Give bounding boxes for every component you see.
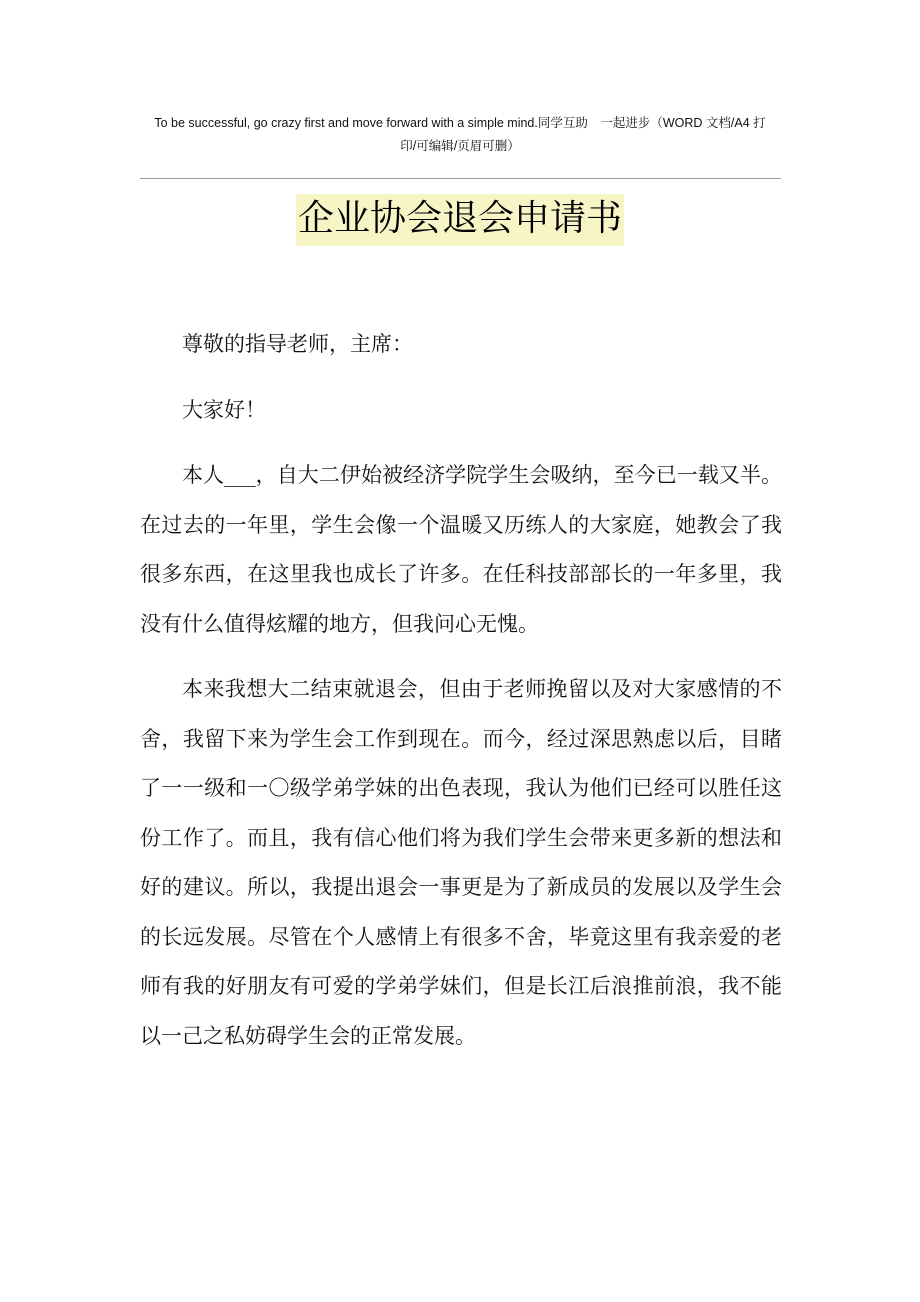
header-divider (140, 178, 781, 179)
header-line-1: To be successful, go crazy first and move forward with a simple mind.同学互助 一起进步（WORD 文档/A4 打 (154, 116, 766, 130)
salutation: 尊敬的指导老师，主席： (182, 332, 413, 356)
title-container (0, 194, 920, 246)
header-line-2: 印/可编辑/页眉可删） (400, 139, 520, 153)
paragraph-resignation-reason: 本来我想大二结束就退会，但由于老师挽留以及对大家感情的不舍，我留下来为学生会工作到现在。而今，经过深思熟虑以后，目睹了一一级和一〇级学弟学妹的出色表现，我认为他们已经可以胜任这份工作了。而且，我有信心他们将为我们学生会带来更多新的想法和好的建议。所以，我提出退会一事更是为了新成员的发展以及学生会的长远发展。尽管在个人感情上有很多不舍，毕竟这里有我亲爱的老师有我的好朋友有可爱的学弟学妹们，但是长江后浪推前浪，我不能以一己之私妨碍学生会的正常发展。 (140, 677, 782, 1048)
greeting: 大家好！ (182, 397, 266, 422)
document-body (140, 320, 782, 1077)
page-header (138, 112, 782, 158)
document-title: 企业协会退会申请书 (296, 194, 624, 246)
paragraph-introduction: 本人___，自大二伊始被经济学院学生会吸纳，至今已一载又半。在过去的一年里，学生会像一个温暖又历练人的大家庭，她教会了我很多东西，在这里我也成长了许多。在任科技部部长的一年多里，我没有什么值得炫耀的地方，但我问心无愧。 (140, 463, 782, 636)
